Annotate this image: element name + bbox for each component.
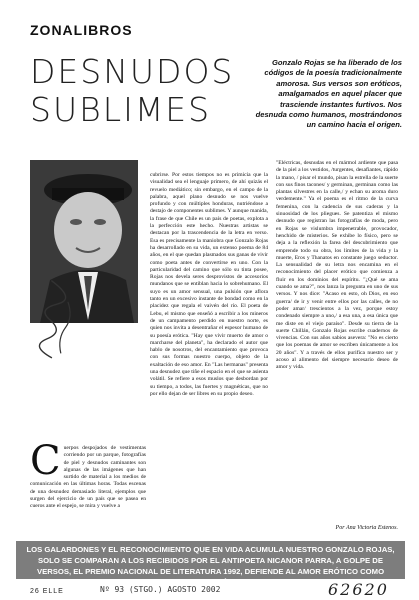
drop-cap: C [30,438,61,484]
archive-stamp-number: 62620 [328,580,389,599]
page-folio: 26 ELLE [30,588,64,595]
headline-line-2: SUBLIMES [30,90,212,129]
article-column-2: cubrirse. Por estos tiempos no es primicia que la visualidad sea el lenguaje primero, de ahí quizás el revuelo mediático; sin embargo, en el campo de la palabra, aquel plano desnudo se nos vuelve profundo y con múltiples honduras, nutriéndose a destajo de componentes sublimes. Y aunque manida, la frase de que Chile es un país de poetas, explota a la perfección este hecho. Nuestras artistas se destacan por la trascendencia de la letra en verso. Esa es precisamente la maniobra que Gonzalo Rojas ha desarrollado en su vida, un extenso poema de 84 años, en el que quedan plasmados sus ganas de vivir como poeta antes de convertirse en uno. Con la particularidad del camino que sólo su tinta posee, Rojas nos devela seres desprovistos de accesorios mundanos que se entiblan hacia lo sobrehumano. El suyo es un amor sensual, una pulsión que aflora tanto en un excesivo instante de bondad como en la placidez que regala el vaivén del río. El poeta de Lebu, el mismo que enseñó a escribir a los mineros de un campamento perdido en nuestro norte, es quien nos invita a desentrañar el espesor humano de su poesía erótica. "Hay que vivir muerto de amor o marcharse del planeta", ha declarado el autor que hablo de nosotros, del encantamiento que provoca con sus formas nuestro cuerpo, objeto de la exaltación de eso amor. En "Las hermanas" presenta una desnudez que tiñe el espacio en el que se asienta volátil. Se refiere a esos muslos que desbordan por su tiempo, a todos, las fuertes y magnéticas, que no por ello dejan de ser libres en su propio deseo. [150,172,268,397]
banner-text: LOS GALARDONES Y EL RECONOCIMIENTO QUE EN VIDA ACUMULA NUESTRO GONZALO ROJAS, SOLO SE COMPARAN A LOS RECIBIDOS POR EL ANTIPOETA NICANOR PARRA, A GOLPE DE VERSOS, EL PREMIO NACIONAL DE LITERATURA 1992, DEFIENDE AL AMOR ERÓTICO COMO FUENTE DE REVELACIÓN ESPIRITUAL. [26,545,395,587]
pull-quote-banner [16,541,405,587]
article-column-1 [30,438,146,511]
section-label: ZONALIBROS [30,22,133,38]
column-1-text: uerpos despojados de vestimentas corriendo por un parque, fotografías de piel y desnudos caminantes son algunas de las imágenes que han surtido de material a los medios de comunicación en las últimas horas. Todas escenas de una desnudez demasiado literal, ejemplos que surgen del ejercicio de un país que se pasea en cueros ante el espejo, se mira y vuelve a [30,445,146,510]
article-column-3: "Eléctricas, desnudas en el mármol ardiente que pasa de la piel a los vestidos, /turgentes, desafiantes, rápido la mano, / pisar el mundo, pisan la estrella de la suerte con sus finos tacones/ y germinan, germinan como las plantas silvestres en la calle,/ y echan su aroma duro verdemente." Ya el poema es el ritmo de la curva femenina, con la cadencia de sus caderas y la sinuosidad de los pliegues. Se patentiza el mismo desnudo que registran las fotografías de moda, pero en Rojas se vislumbra impenetrable, provocador, henchido de misterios. Se exhibe lo físico, pero se deja a la reflexión la farea del descubrimiento que emprende todo su obra, los límites de la vida y la muerte, Eros y Thanatos en constante juego seductor. La sensualidad de su letra nos encamina en el reconocimiento del placer erótico que comienza a fluir en los dominios del espíritu. "¿Qué se ama cuando se ama?", nos lanza la pregunta en uno de sus versos. Y nos dice: "Acaso en esto, oh Dios, en eso guerra/ de ir y venir entre ellos por las calles, de no poder amar/ trescientos a la vez, porque estoy condenado siempre a uno,/ a esa una, a esa única que me diste en el viejo paraíso". Desde su tierra de la suerte Chillán, Gonzalo Rojas escribe cuadernos de vivencias. Con sus años sabios asevera: "No es cierto que los poemas de amor se escriben únicamente a los 20 años". Y a través de ellos purifica nuestro ser y acoso al alimento del siempre necesario deseo de amor y vida. [276,160,398,371]
handwritten-note: Nº 93 (STGO.) AGOSTO 2002 [100,585,221,594]
headline-line-1: DESNUDOS [30,52,235,91]
byline: Por Ana Victoria Estenos. [335,525,398,531]
standfirst: Gonzalo Rojas se ha liberado de los códigos de la poesía tradicionalmente amorosa. Sus versos son eróticos, amalgamados en aquel placer que trasciende instantes furtivos. Nos desnuda como humanos, mostrándonos un camino hacia el origen. [255,58,402,130]
